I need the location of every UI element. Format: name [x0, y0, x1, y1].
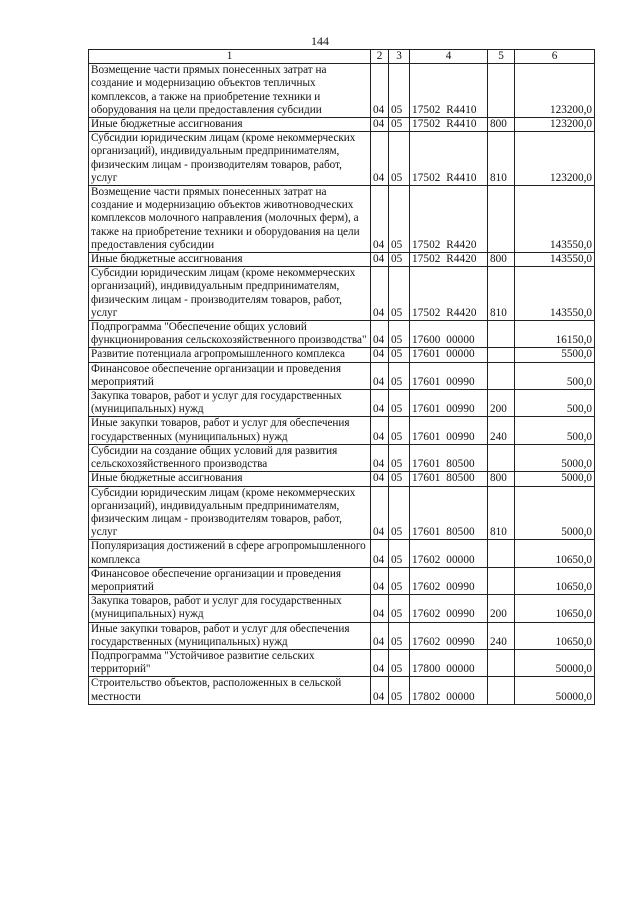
row-expense-type: 200 — [488, 595, 515, 622]
row-expense-type: 800 — [488, 118, 515, 132]
row-description: Возмещение части прямых понесенных затрат на создание и модернизацию объектов тепличных комплексов, а также на приобретение техники и оборудования на цели предоставления субсидии — [89, 64, 371, 118]
row-target-article: 17502 R4420 — [410, 186, 488, 253]
row-amount: 5000,0 — [515, 472, 595, 486]
table-row — [89, 253, 595, 267]
table-row — [89, 677, 595, 704]
row-target-article: 17601 80500 — [410, 444, 488, 471]
row-target-article: 17602 00000 — [410, 540, 488, 567]
row-amount: 123200,0 — [515, 64, 595, 118]
table-row — [89, 362, 595, 389]
row-description: Финансовое обеспечение организации и проведения мероприятий — [89, 362, 371, 389]
row-subsection: 05 — [389, 567, 410, 594]
row-section: 04 — [371, 472, 389, 486]
table-row — [89, 348, 595, 362]
row-section: 04 — [371, 348, 389, 362]
row-subsection: 05 — [389, 595, 410, 622]
col-header-expense-type: 5 — [488, 50, 515, 64]
row-amount: 123200,0 — [515, 118, 595, 132]
row-expense-type: 800 — [488, 472, 515, 486]
row-description: Подпрограмма "Устойчивое развитие сельских территорий" — [89, 649, 371, 676]
row-subsection: 05 — [389, 444, 410, 471]
col-header-description: 1 — [89, 50, 371, 64]
row-subsection: 05 — [389, 267, 410, 321]
table-row — [89, 186, 595, 253]
row-description: Подпрограмма "Обеспечение общих условий функционирования сельскохозяйственного производства" — [89, 321, 371, 348]
table-row — [89, 321, 595, 348]
row-target-article: 17600 00000 — [410, 321, 488, 348]
row-target-article: 17502 R4420 — [410, 253, 488, 267]
row-section: 04 — [371, 486, 389, 540]
row-section: 04 — [371, 567, 389, 594]
table-row — [89, 132, 595, 186]
table-body — [89, 64, 595, 705]
row-subsection: 05 — [389, 118, 410, 132]
row-subsection: 05 — [389, 362, 410, 389]
row-section: 04 — [371, 362, 389, 389]
table-row — [89, 567, 595, 594]
row-section: 04 — [371, 444, 389, 471]
row-target-article: 17502 R4420 — [410, 267, 488, 321]
table-row — [89, 444, 595, 471]
row-expense-type — [488, 677, 515, 704]
row-target-article: 17601 00990 — [410, 390, 488, 417]
row-description: Субсидии на создание общих условий для развития сельскохозяйственного производства — [89, 444, 371, 471]
row-subsection: 05 — [389, 540, 410, 567]
table-row — [89, 540, 595, 567]
row-amount: 500,0 — [515, 390, 595, 417]
row-target-article: 17601 00000 — [410, 348, 488, 362]
row-description: Иные закупки товаров, работ и услуг для обеспечения государственных (муниципальных) нужд — [89, 417, 371, 444]
row-section: 04 — [371, 677, 389, 704]
table-row — [89, 486, 595, 540]
col-header-subsection: 3 — [389, 50, 410, 64]
table-row — [89, 472, 595, 486]
row-target-article: 17601 80500 — [410, 486, 488, 540]
row-description: Субсидии юридическим лицам (кроме некоммерческих организаций), индивидуальным предпринимателям, физическим лицам - производителям товаров, работ, услуг — [89, 132, 371, 186]
row-target-article: 17601 00990 — [410, 362, 488, 389]
row-subsection: 05 — [389, 622, 410, 649]
row-expense-type — [488, 321, 515, 348]
row-subsection: 05 — [389, 649, 410, 676]
row-subsection: 05 — [389, 348, 410, 362]
row-section: 04 — [371, 622, 389, 649]
row-amount: 5000,0 — [515, 444, 595, 471]
row-description: Популяризация достижений в сфере агропромышленного комплекса — [89, 540, 371, 567]
row-amount: 143550,0 — [515, 267, 595, 321]
row-amount: 10650,0 — [515, 567, 595, 594]
row-subsection: 05 — [389, 132, 410, 186]
row-section: 04 — [371, 253, 389, 267]
row-subsection: 05 — [389, 321, 410, 348]
row-description: Иные бюджетные ассигнования — [89, 472, 371, 486]
row-subsection: 05 — [389, 472, 410, 486]
row-target-article: 17601 00990 — [410, 417, 488, 444]
row-section: 04 — [371, 64, 389, 118]
row-section: 04 — [371, 540, 389, 567]
col-header-section: 2 — [371, 50, 389, 64]
row-expense-type: 200 — [488, 390, 515, 417]
row-section: 04 — [371, 132, 389, 186]
row-description: Строительство объектов, расположенных в сельской местности — [89, 677, 371, 704]
row-description: Закупка товаров, работ и услуг для государственных (муниципальных) нужд — [89, 390, 371, 417]
row-expense-type: 810 — [488, 486, 515, 540]
table-row — [89, 267, 595, 321]
row-amount: 10650,0 — [515, 622, 595, 649]
row-description: Субсидии юридическим лицам (кроме некоммерческих организаций), индивидуальным предпринимателям, физическим лицам - производителям товаров, работ, услуг — [89, 486, 371, 540]
row-expense-type — [488, 540, 515, 567]
table-row — [89, 390, 595, 417]
row-amount: 500,0 — [515, 362, 595, 389]
col-header-target-article: 4 — [410, 50, 488, 64]
row-description: Финансовое обеспечение организации и проведения мероприятий — [89, 567, 371, 594]
row-section: 04 — [371, 267, 389, 321]
row-expense-type — [488, 567, 515, 594]
row-subsection: 05 — [389, 677, 410, 704]
row-section: 04 — [371, 649, 389, 676]
row-amount: 5500,0 — [515, 348, 595, 362]
row-target-article: 17602 00990 — [410, 595, 488, 622]
row-amount: 50000,0 — [515, 649, 595, 676]
table-row — [89, 417, 595, 444]
row-amount: 10650,0 — [515, 595, 595, 622]
row-section: 04 — [371, 186, 389, 253]
row-description: Закупка товаров, работ и услуг для государственных (муниципальных) нужд — [89, 595, 371, 622]
row-subsection: 05 — [389, 186, 410, 253]
row-amount: 5000,0 — [515, 486, 595, 540]
row-amount: 143550,0 — [515, 186, 595, 253]
row-amount: 143550,0 — [515, 253, 595, 267]
row-amount: 500,0 — [515, 417, 595, 444]
row-target-article: 17502 R4410 — [410, 132, 488, 186]
row-expense-type — [488, 348, 515, 362]
row-description: Субсидии юридическим лицам (кроме некоммерческих организаций), индивидуальным предпринимателям, физическим лицам - производителям товаров, работ, услуг — [89, 267, 371, 321]
page-number: 144 — [311, 34, 329, 48]
row-expense-type — [488, 444, 515, 471]
row-description: Иные закупки товаров, работ и услуг для обеспечения государственных (муниципальных) нужд — [89, 622, 371, 649]
row-amount: 123200,0 — [515, 132, 595, 186]
row-section: 04 — [371, 118, 389, 132]
row-expense-type: 240 — [488, 622, 515, 649]
row-amount: 10650,0 — [515, 540, 595, 567]
row-section: 04 — [371, 595, 389, 622]
table-row — [89, 649, 595, 676]
row-expense-type — [488, 649, 515, 676]
row-expense-type — [488, 186, 515, 253]
table-row — [89, 622, 595, 649]
table-row — [89, 64, 595, 118]
row-expense-type — [488, 64, 515, 118]
row-section: 04 — [371, 417, 389, 444]
row-subsection: 05 — [389, 64, 410, 118]
row-description: Развитие потенциала агропромышленного комплекса — [89, 348, 371, 362]
row-subsection: 05 — [389, 486, 410, 540]
budget-table — [88, 49, 595, 705]
row-target-article: 17502 R4410 — [410, 64, 488, 118]
row-expense-type: 240 — [488, 417, 515, 444]
row-expense-type — [488, 362, 515, 389]
row-description: Иные бюджетные ассигнования — [89, 253, 371, 267]
row-target-article: 17802 00000 — [410, 677, 488, 704]
row-subsection: 05 — [389, 417, 410, 444]
row-target-article: 17800 00000 — [410, 649, 488, 676]
table-row — [89, 118, 595, 132]
row-expense-type: 810 — [488, 132, 515, 186]
row-target-article: 17602 00990 — [410, 622, 488, 649]
table-row — [89, 595, 595, 622]
row-description: Возмещение части прямых понесенных затрат на создание и модернизацию объектов животноводческих комплексов молочного направления (молочных ферм), а также на приобретение техники и оборудования на цели предоставления субсидии — [89, 186, 371, 253]
row-section: 04 — [371, 321, 389, 348]
row-target-article: 17602 00990 — [410, 567, 488, 594]
col-header-amount: 6 — [515, 50, 595, 64]
row-amount: 50000,0 — [515, 677, 595, 704]
row-section: 04 — [371, 390, 389, 417]
row-target-article: 17601 80500 — [410, 472, 488, 486]
row-expense-type: 810 — [488, 267, 515, 321]
row-subsection: 05 — [389, 390, 410, 417]
row-expense-type: 800 — [488, 253, 515, 267]
row-amount: 16150,0 — [515, 321, 595, 348]
row-subsection: 05 — [389, 253, 410, 267]
row-description: Иные бюджетные ассигнования — [89, 118, 371, 132]
header-row — [89, 50, 595, 64]
row-target-article: 17502 R4410 — [410, 118, 488, 132]
